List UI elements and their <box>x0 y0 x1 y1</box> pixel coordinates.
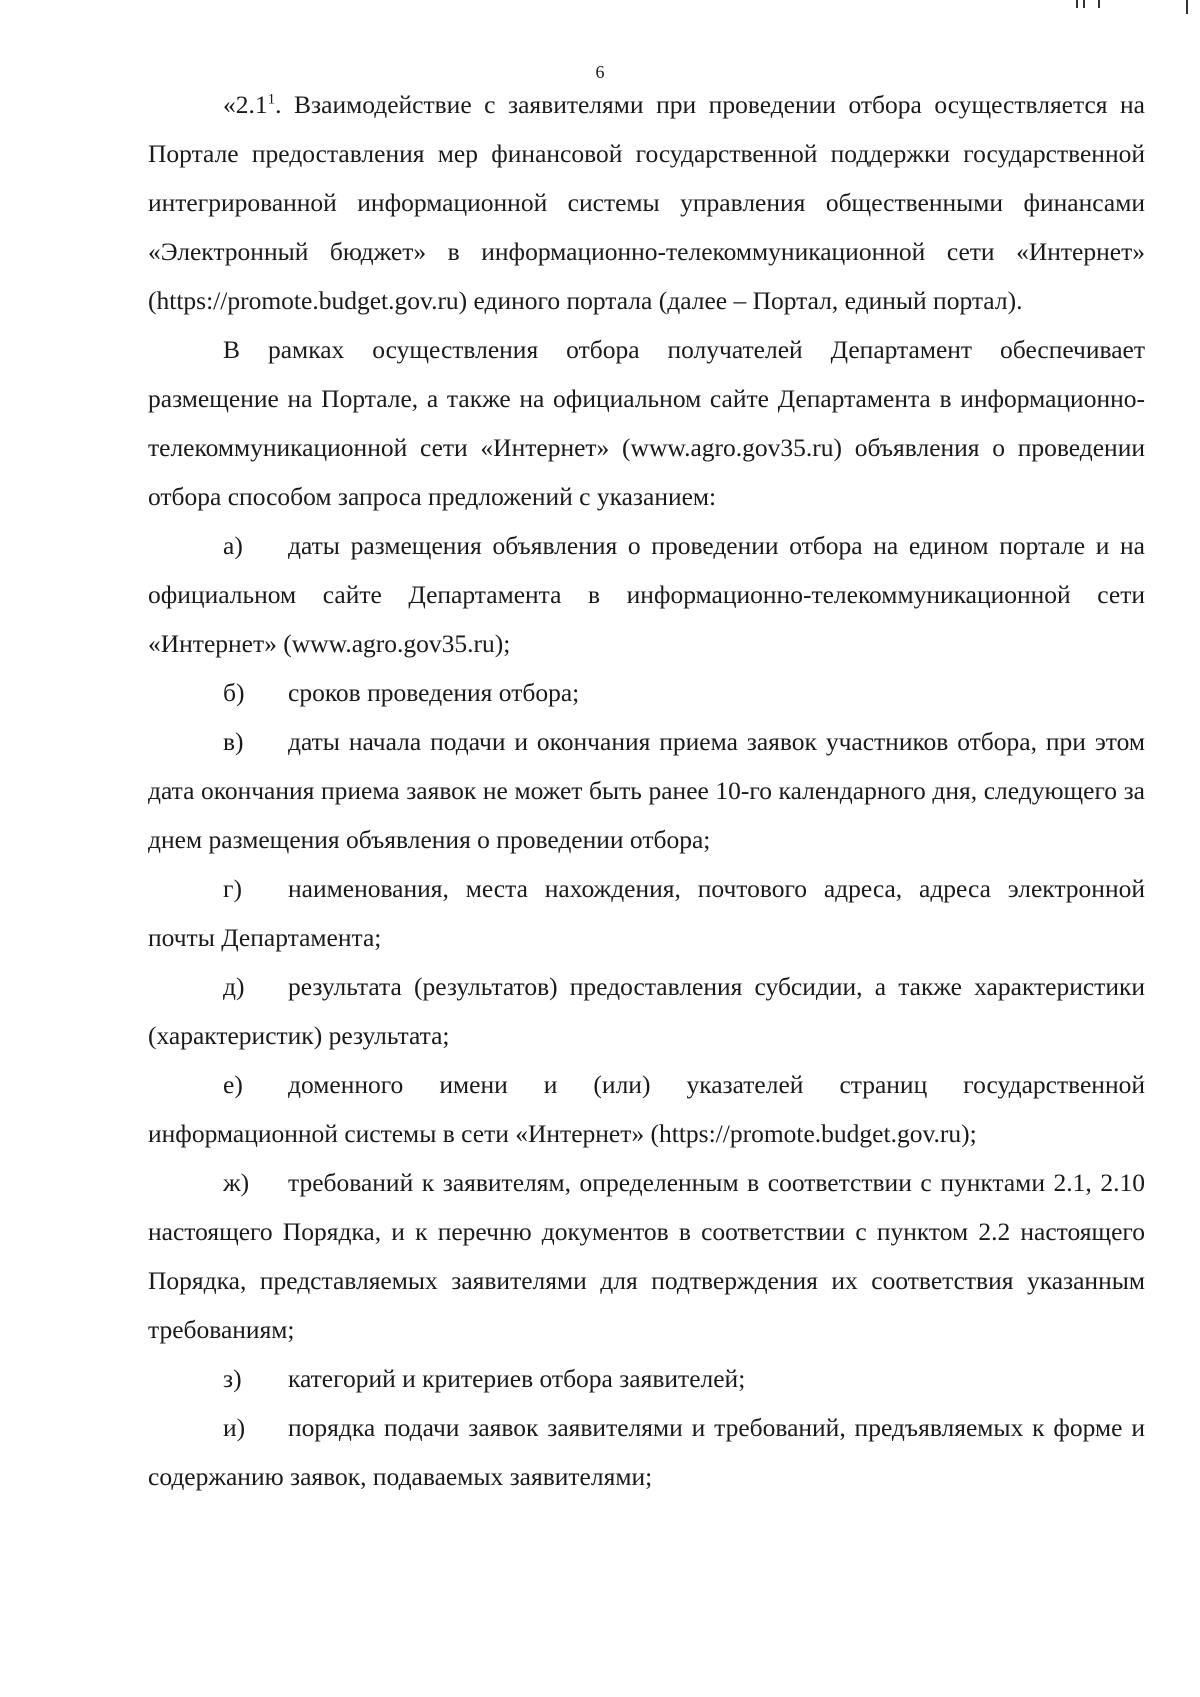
scan-edge-mark <box>1076 0 1078 8</box>
clause-superscript: 1 <box>267 91 276 108</box>
list-item <box>148 1354 1145 1403</box>
list-item <box>148 962 1145 1060</box>
page-number: 6 <box>595 62 605 82</box>
list-item <box>148 864 1145 962</box>
list-item-text: порядка подачи заявок заявителями и требований, предъявляемых к форме и содержанию заявок, подаваемых заявителями; <box>148 1413 1145 1491</box>
clause-2-1-1 <box>148 80 1145 325</box>
list-item-text: даты размещения объявления о проведении отбора на едином портале и на официальном сайте Департамента в информационно-телекоммуникационной сети «Интернет» (www.agro.gov35.ru); <box>148 531 1145 658</box>
list-item-marker: ж) <box>223 1168 250 1197</box>
list-item-marker: а) <box>223 531 243 560</box>
list-item-marker: д) <box>223 972 245 1001</box>
scan-edge-mark <box>1098 0 1100 8</box>
list-item-marker: и) <box>223 1413 246 1442</box>
requirements-list <box>148 521 1145 1501</box>
list-item <box>148 1403 1145 1501</box>
list-item-marker: в) <box>223 727 244 756</box>
list-item <box>148 1060 1145 1158</box>
list-item-text: требований к заявителям, определенным в соответствии с пунктами 2.1, 2.10 настоящего Порядка, и к перечню документов в соответствии с пунктом 2.2 настоящего Порядка, представляемых заявителями для подтверждения их соответствия указанным требованиям; <box>148 1168 1145 1344</box>
list-item-marker: е) <box>223 1070 243 1099</box>
list-item-text: наименования, места нахождения, почтового адреса, адреса электронной почты Департамента; <box>148 874 1145 952</box>
list-item-text: категорий и критериев отбора заявителей; <box>288 1364 746 1393</box>
clause-text: . Взаимодействие с заявителями при проведении отбора осуществляется на Портале предоставления мер финансовой государственной поддержки государственной интегрированной информационной системы управления общественными финансами «Электронный бюджет» в информационно-телекоммуникационной сети «Интернет» (https://promote.budget.gov.ru) единого портала (далее – Портал, единый портал). <box>148 90 1145 315</box>
clause-number: «2.1 <box>223 90 268 119</box>
list-item-marker: з) <box>223 1364 242 1393</box>
list-item-text: даты начала подачи и окончания приема заявок участников отбора, при этом дата окончания приема заявок не может быть ранее 10-го календарного дня, следующего за днем размещения объявления о проведении отбора; <box>148 727 1145 854</box>
list-item-marker: б) <box>223 678 245 707</box>
framework-paragraph: В рамках осуществления отбора получателей Департамент обеспечивает размещение на Портале, а также на официальном сайте Департамента в информационно-телекоммуникационной сети «Интернет» (www.agro.gov35.ru) объявления о проведении отбора способом запроса предложений с указанием: <box>148 335 1145 511</box>
list-item-text: доменного имени и (или) указателей страниц государственной информационной системы в сети «Интернет» (https://promote.budget.gov.ru); <box>148 1070 1145 1148</box>
scan-edge-mark <box>1083 0 1085 8</box>
list-item <box>148 1158 1145 1354</box>
list-item <box>148 717 1145 864</box>
list-item <box>148 668 1145 717</box>
scan-edge-mark <box>1186 0 1188 14</box>
list-item <box>148 521 1145 668</box>
list-item-text: результата (результатов) предоставления субсидии, а также характеристики (характеристик) результата; <box>148 972 1145 1050</box>
list-item-marker: г) <box>223 874 242 903</box>
list-item-text: сроков проведения отбора; <box>288 678 580 707</box>
document-body <box>148 80 1145 1501</box>
